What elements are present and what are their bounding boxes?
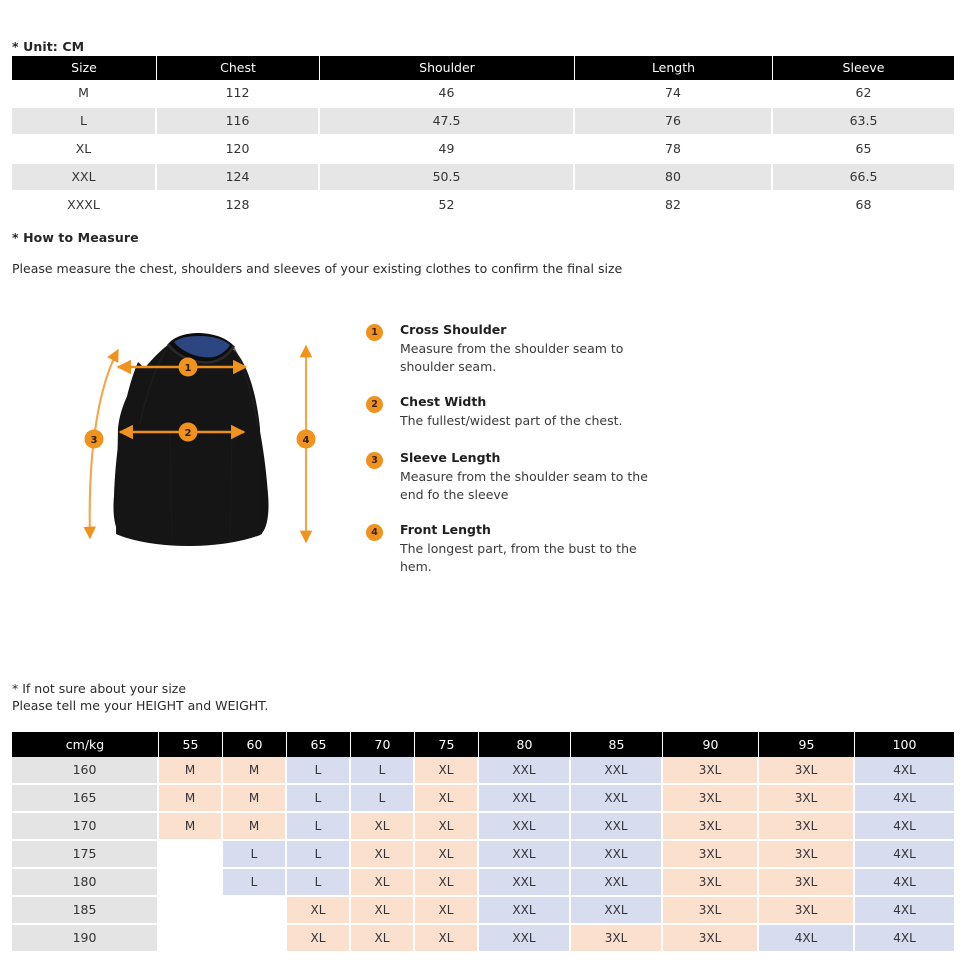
matrix-corner-label: cm/kg	[12, 732, 159, 757]
cell-chest: 124	[157, 164, 320, 192]
matrix-cell: 3XL	[759, 757, 855, 785]
legend-item-sleeve-length	[366, 450, 666, 504]
legend-badge-3: 3	[366, 452, 383, 469]
matrix-cell: XL	[415, 869, 479, 897]
cell-length: 80	[575, 164, 773, 192]
matrix-cell: XL	[415, 785, 479, 813]
matrix-row-height: 175	[12, 841, 159, 869]
legend-badge-4: 4	[366, 524, 383, 541]
diagram-marker-2: 2	[184, 428, 192, 439]
matrix-cell: XXL	[571, 785, 663, 813]
matrix-cell: 4XL	[759, 925, 855, 953]
matrix-row-height: 170	[12, 813, 159, 841]
matrix-cell	[223, 925, 287, 953]
matrix-cell	[159, 897, 223, 925]
matrix-cell: XL	[415, 925, 479, 953]
matrix-col-95: 95	[759, 732, 855, 757]
matrix-cell: XXL	[571, 757, 663, 785]
height-weight-matrix	[12, 732, 954, 953]
matrix-cell: M	[223, 785, 287, 813]
matrix-cell: L	[223, 841, 287, 869]
matrix-cell: XL	[287, 897, 351, 925]
matrix-cell: XL	[351, 925, 415, 953]
matrix-cell: L	[287, 813, 351, 841]
legend-desc-sleeve-length: Measure from the shoulder seam to the end fo the sleeve	[400, 469, 648, 502]
matrix-cell: 3XL	[759, 897, 855, 925]
matrix-col-100: 100	[855, 732, 954, 757]
matrix-cell: M	[159, 785, 223, 813]
matrix-cell: 3XL	[759, 869, 855, 897]
table-row	[12, 80, 954, 108]
measurement-legend	[366, 322, 666, 576]
cell-length: 82	[575, 192, 773, 220]
matrix-row-height: 180	[12, 869, 159, 897]
matrix-cell	[159, 869, 223, 897]
table-row	[12, 813, 954, 841]
matrix-col-90: 90	[663, 732, 759, 757]
matrix-cell: XXL	[479, 897, 571, 925]
matrix-cell: XXL	[479, 925, 571, 953]
size-table-header-row	[12, 56, 954, 80]
matrix-cell: XL	[415, 841, 479, 869]
table-row	[12, 136, 954, 164]
matrix-cell: M	[159, 813, 223, 841]
legend-badge-2: 2	[366, 396, 383, 413]
matrix-cell: XXL	[571, 869, 663, 897]
legend-title-front-length: Front Length	[400, 522, 491, 537]
matrix-cell: XXL	[571, 813, 663, 841]
matrix-cell: XL	[415, 757, 479, 785]
not-sure-heading: * If not sure about your size	[12, 681, 187, 696]
cell-sleeve: 66.5	[773, 164, 954, 192]
matrix-cell: 3XL	[663, 925, 759, 953]
matrix-cell: 3XL	[663, 897, 759, 925]
table-row	[12, 164, 954, 192]
how-to-measure-heading: * How to Measure	[12, 230, 139, 245]
matrix-cell: 4XL	[855, 757, 954, 785]
matrix-cell: L	[287, 785, 351, 813]
matrix-col-55: 55	[159, 732, 223, 757]
matrix-header-row	[12, 732, 954, 757]
size-table-col-shoulder: Shoulder	[320, 56, 575, 80]
matrix-cell: M	[223, 813, 287, 841]
matrix-col-65: 65	[287, 732, 351, 757]
legend-item-cross-shoulder	[366, 322, 666, 376]
legend-desc-chest-width: The fullest/widest part of the chest.	[400, 413, 623, 428]
diagram-marker-1: 1	[184, 363, 192, 374]
matrix-cell: M	[159, 757, 223, 785]
table-row	[12, 869, 954, 897]
matrix-cell: L	[287, 757, 351, 785]
matrix-col-75: 75	[415, 732, 479, 757]
matrix-cell: XXL	[479, 841, 571, 869]
cell-size: XL	[12, 136, 157, 164]
matrix-cell	[159, 925, 223, 953]
matrix-cell: 4XL	[855, 785, 954, 813]
legend-desc-front-length: The longest part, from the bust to the hem.	[400, 541, 637, 574]
unit-note: * Unit: CM	[12, 39, 85, 54]
matrix-cell: XXL	[479, 785, 571, 813]
matrix-col-85: 85	[571, 732, 663, 757]
shirt-diagram	[60, 320, 360, 580]
matrix-cell	[159, 841, 223, 869]
cell-sleeve: 62	[773, 80, 954, 108]
matrix-cell: XL	[415, 897, 479, 925]
how-to-measure-subtext: Please measure the chest, shoulders and sleeves of your existing clothes to confirm the final size	[12, 261, 623, 276]
cell-chest: 128	[157, 192, 320, 220]
diagram-marker-3: 3	[90, 435, 98, 446]
matrix-cell: XL	[351, 841, 415, 869]
matrix-row-height: 160	[12, 757, 159, 785]
diagram-marker-4: 4	[302, 435, 310, 446]
table-row	[12, 897, 954, 925]
cell-sleeve: 68	[773, 192, 954, 220]
cell-size: L	[12, 108, 157, 136]
matrix-cell: XL	[351, 869, 415, 897]
matrix-cell: XL	[415, 813, 479, 841]
size-table-col-size: Size	[12, 56, 157, 80]
matrix-cell: XXL	[571, 897, 663, 925]
cell-length: 78	[575, 136, 773, 164]
matrix-row-height: 190	[12, 925, 159, 953]
matrix-cell: 3XL	[663, 841, 759, 869]
matrix-cell: 3XL	[663, 785, 759, 813]
matrix-cell: 3XL	[663, 869, 759, 897]
legend-title-chest-width: Chest Width	[400, 394, 487, 409]
matrix-cell: 4XL	[855, 925, 954, 953]
cell-length: 76	[575, 108, 773, 136]
matrix-cell: L	[351, 757, 415, 785]
matrix-cell: L	[287, 841, 351, 869]
matrix-col-80: 80	[479, 732, 571, 757]
matrix-cell: 3XL	[759, 785, 855, 813]
table-row	[12, 785, 954, 813]
matrix-cell: 3XL	[663, 813, 759, 841]
legend-title-cross-shoulder: Cross Shoulder	[400, 322, 507, 337]
cell-shoulder: 49	[320, 136, 575, 164]
matrix-cell: 3XL	[759, 813, 855, 841]
matrix-cell: L	[287, 869, 351, 897]
matrix-cell: 3XL	[571, 925, 663, 953]
legend-title-sleeve-length: Sleeve Length	[400, 450, 501, 465]
table-row	[12, 757, 954, 785]
cell-size: XXXL	[12, 192, 157, 220]
cell-chest: 116	[157, 108, 320, 136]
cell-shoulder: 52	[320, 192, 575, 220]
matrix-cell: 4XL	[855, 813, 954, 841]
size-table-col-sleeve: Sleeve	[773, 56, 954, 80]
matrix-cell: XL	[351, 897, 415, 925]
matrix-cell: XXL	[479, 813, 571, 841]
matrix-row-height: 185	[12, 897, 159, 925]
cell-sleeve: 65	[773, 136, 954, 164]
cell-chest: 112	[157, 80, 320, 108]
matrix-cell: XXL	[479, 757, 571, 785]
matrix-col-60: 60	[223, 732, 287, 757]
cell-length: 74	[575, 80, 773, 108]
not-sure-subtext: Please tell me your HEIGHT and WEIGHT.	[12, 698, 269, 713]
size-table-col-chest: Chest	[157, 56, 320, 80]
cell-size: M	[12, 80, 157, 108]
table-row	[12, 925, 954, 953]
legend-desc-cross-shoulder: Measure from the shoulder seam to shoulder seam.	[400, 341, 624, 374]
matrix-cell: 3XL	[759, 841, 855, 869]
matrix-col-70: 70	[351, 732, 415, 757]
matrix-cell: L	[351, 785, 415, 813]
legend-badge-1: 1	[366, 324, 383, 341]
matrix-cell: L	[223, 869, 287, 897]
size-table-col-length: Length	[575, 56, 773, 80]
matrix-cell: 4XL	[855, 897, 954, 925]
legend-item-front-length	[366, 522, 666, 576]
cell-shoulder: 50.5	[320, 164, 575, 192]
matrix-cell: 4XL	[855, 869, 954, 897]
table-row	[12, 192, 954, 220]
cell-size: XXL	[12, 164, 157, 192]
size-table	[12, 56, 954, 220]
legend-item-chest-width	[366, 394, 666, 430]
cell-shoulder: 47.5	[320, 108, 575, 136]
cell-chest: 120	[157, 136, 320, 164]
matrix-row-height: 165	[12, 785, 159, 813]
matrix-cell: 4XL	[855, 841, 954, 869]
table-row	[12, 841, 954, 869]
matrix-cell: M	[223, 757, 287, 785]
matrix-cell: XXL	[571, 841, 663, 869]
matrix-cell: 3XL	[663, 757, 759, 785]
matrix-cell: XL	[287, 925, 351, 953]
cell-shoulder: 46	[320, 80, 575, 108]
matrix-cell: XL	[351, 813, 415, 841]
cell-sleeve: 63.5	[773, 108, 954, 136]
table-row	[12, 108, 954, 136]
matrix-cell: XXL	[479, 869, 571, 897]
matrix-cell	[223, 897, 287, 925]
